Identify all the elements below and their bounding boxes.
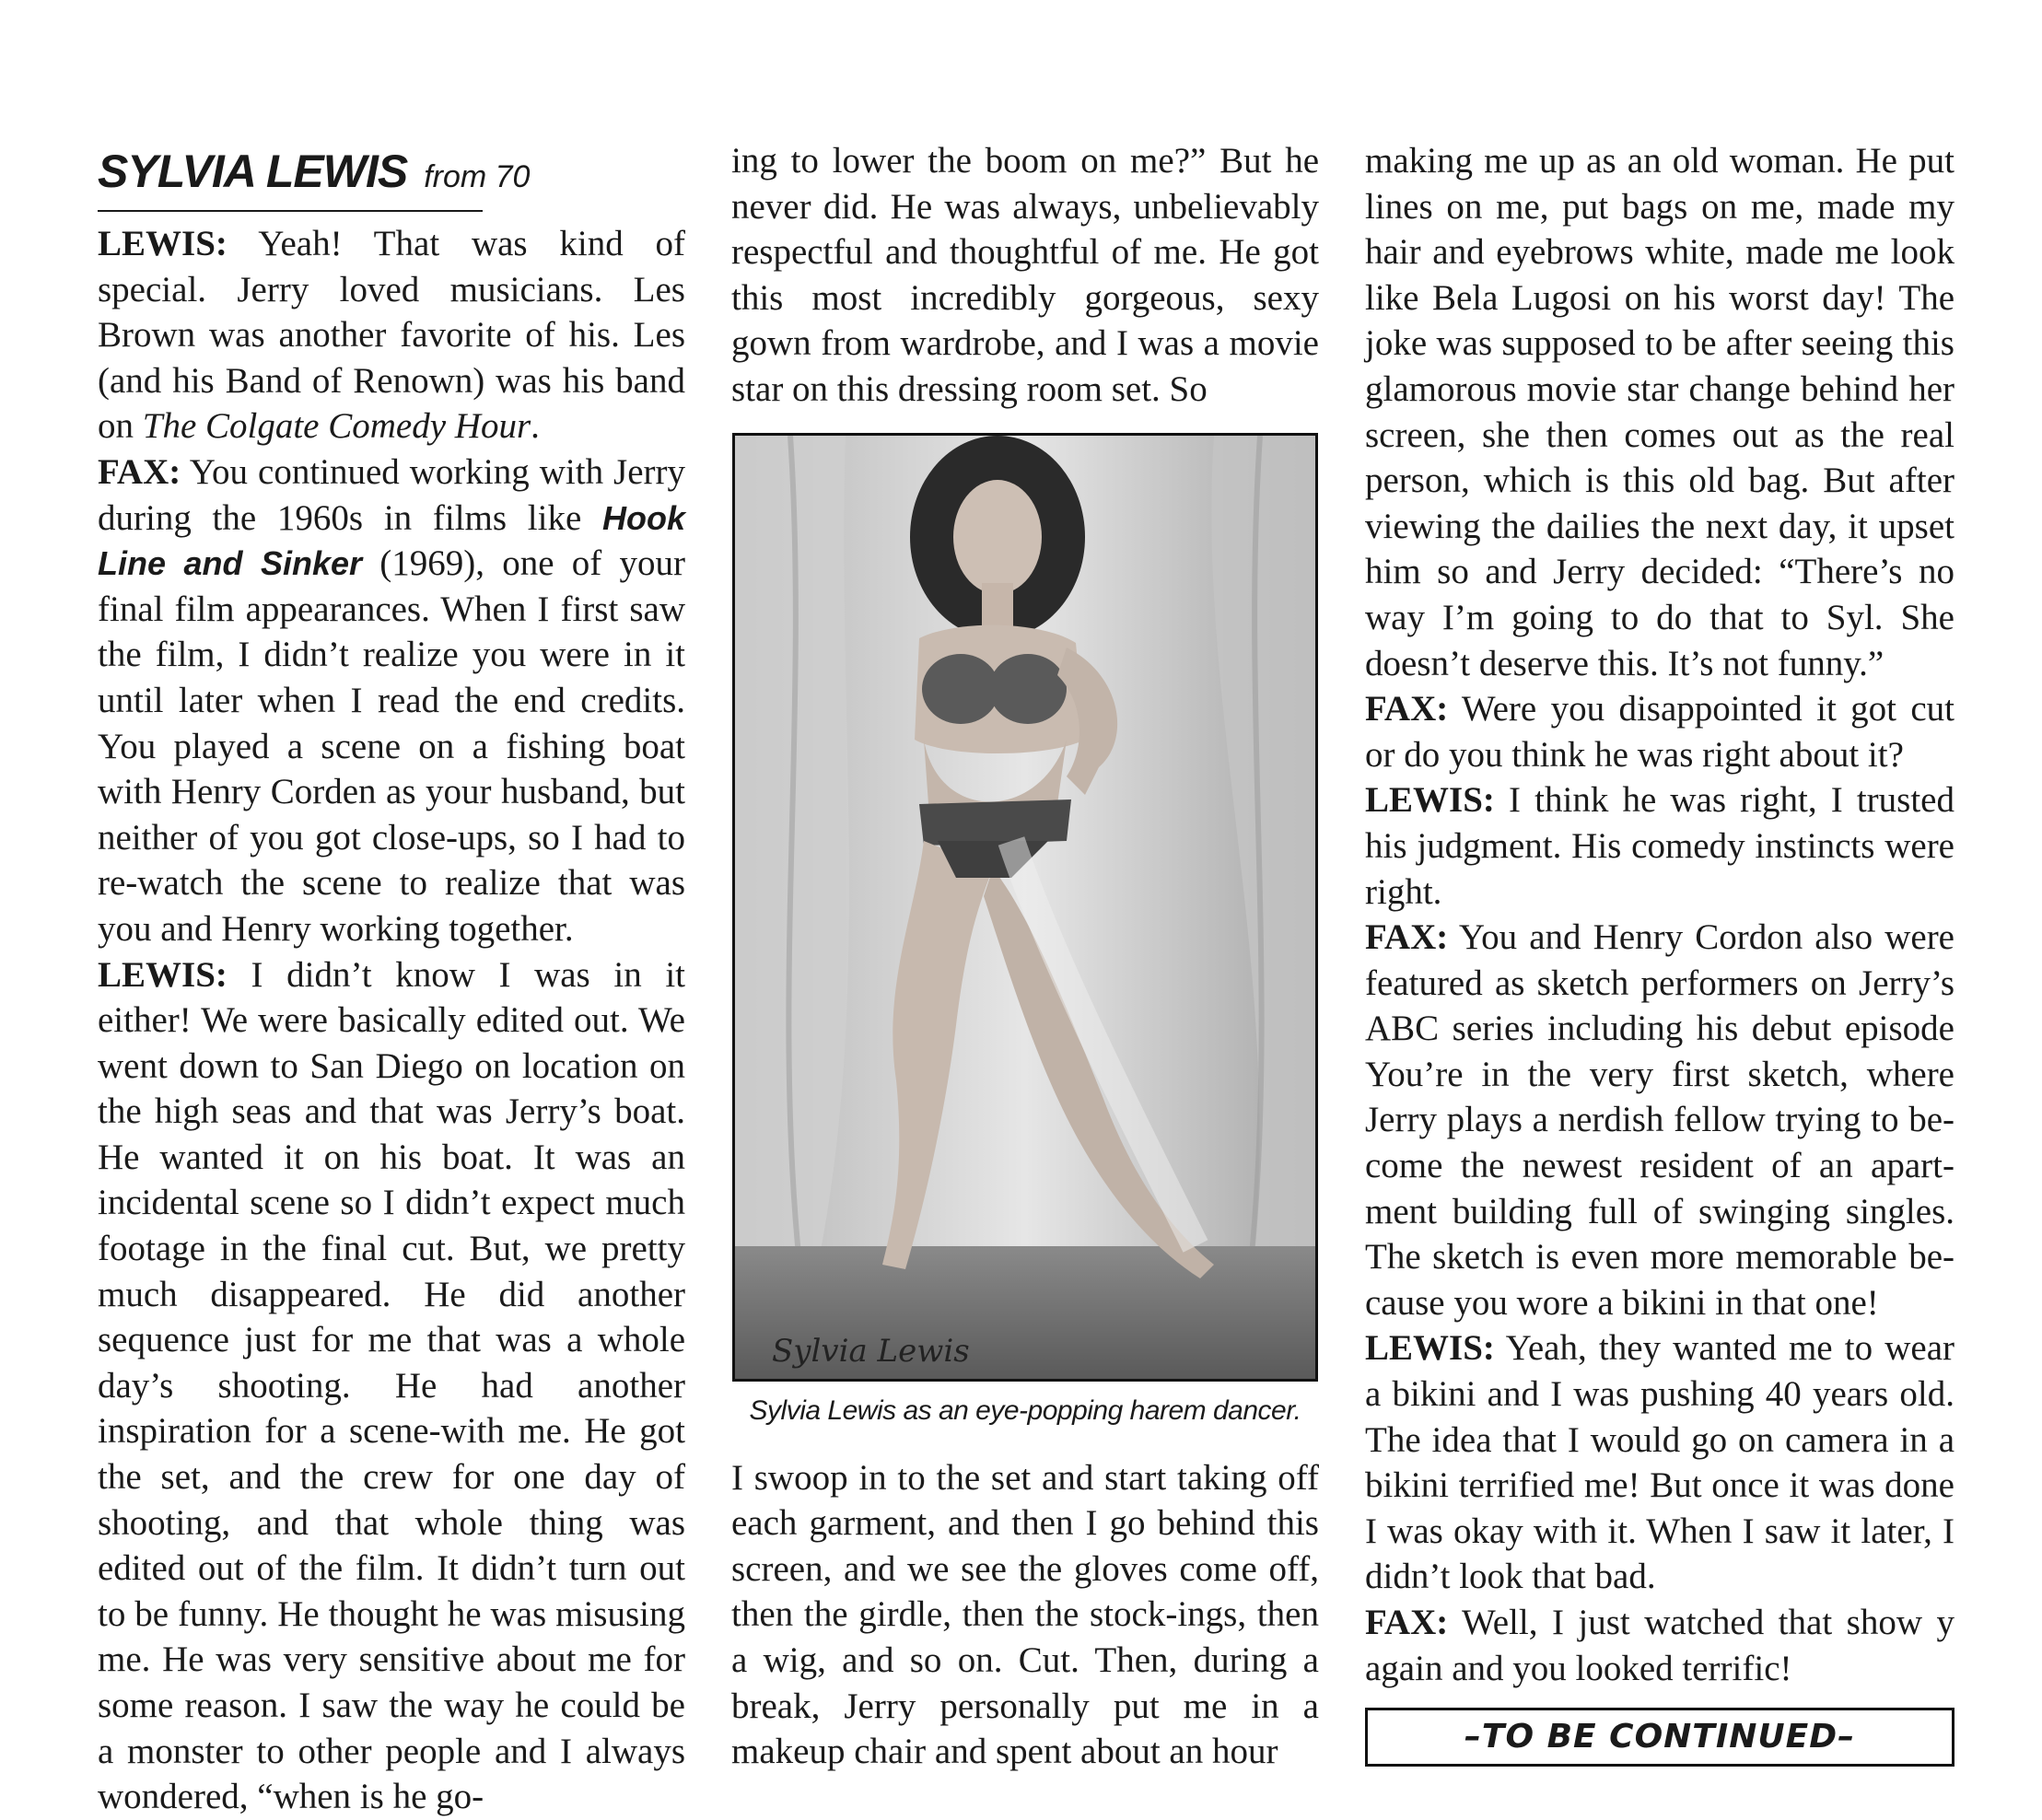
paragraph-text: Were you disappointed it got cut or do you think he was right about it? (1365, 689, 1954, 775)
film-title: Hook Line and Sinker (98, 498, 685, 583)
continued-from-label: from 70 (424, 159, 531, 194)
photo-illustration (735, 436, 1315, 1379)
column-1 (98, 138, 685, 1820)
paragraph (98, 449, 685, 952)
column-2 (731, 138, 1319, 1775)
paragraph (1365, 1600, 1954, 1691)
paragraph-tail: (1969), one of your final film appearances. When I first saw the film, I didn’t realize you were in it until later when I read the end credits. You played a scene on a fishing boat with Henry Corden as your husband, but neither of you got close-ups, so I had to re-watch the scene to realize that was you and Henry working together. (98, 543, 685, 949)
paragraph (1365, 686, 1954, 777)
paragraph-text: Well, I just watched that show y again and you looked terrific! (1365, 1603, 1954, 1688)
show-title: The Colgate Comedy Hour (142, 406, 531, 447)
speaker-label: LEWIS: (98, 954, 228, 995)
paragraph-text: You and Henry Cordon also were featured as sketch performers on Jerry’s ABC series including his debut episode You’re in the very first sketch, where Jerry plays a nerdish fellow trying to become the newest resident of an apartment building full of swinging singles. The sketch is even more memorable because you wore a bikini in that one! (1365, 917, 1954, 1323)
harem-dancer-photo (732, 433, 1318, 1382)
header-rule (98, 210, 483, 212)
speaker-label: LEWIS: (1365, 780, 1495, 821)
speaker-label: FAX: (1365, 1603, 1449, 1642)
speaker-label: FAX: (98, 451, 181, 492)
paragraph-tail: . (531, 406, 540, 447)
column-3 (1365, 138, 1954, 1767)
speaker-label: FAX: (1365, 917, 1449, 958)
paragraph (1365, 777, 1954, 915)
paragraph-text: Yeah! That was kind of special. Jerry loved musicians. Les Brown was another favorite of his. Les (and his Band of Renown) was his band on (98, 224, 685, 447)
speaker-label: LEWIS: (98, 224, 228, 263)
paragraph (1365, 138, 1954, 686)
article-title: SYLVIA LEWIS (98, 146, 408, 197)
article-header (98, 138, 685, 204)
speaker-label: FAX: (1365, 689, 1449, 729)
paragraph-text: You continued working with Jerry during the 1960s in films like (98, 451, 685, 538)
paragraph-text: Yeah, they wanted me to wear a bikini and I was pushing 40 years old. The idea that I would go on camera in a bikini terrified me! But once it was done I was okay with it. When I saw it later, I didn’t look that bad. (1365, 1328, 1954, 1597)
paragraph (1365, 1325, 1954, 1600)
paragraph (98, 221, 685, 449)
paragraph (98, 952, 685, 1820)
speaker-label: LEWIS: (1365, 1328, 1495, 1369)
paragraph: ing to lower the boom on me?” But he never did. He was always, unbelievably respectful and thoughtful of me. He got this most incredibly gorgeous, sexy gown from wardrobe, and I was a movie star on this dressing room set. So (731, 141, 1319, 409)
paragraph-text: I think he was right, I trusted his judgment. His comedy instincts were right. (1365, 780, 1954, 912)
paragraph-text: making me up as an old woman. He put lines on me, put bags on me, made my hair and eyebrows white, made me look like Bela Lugosi on his worst day! The joke was supposed to be after seeing this glamorous movie star change behind her screen, she then comes out as the real person, which is this old bag. But after viewing the dailies the next day, it upset him so and Jerry decided: “There’s no way I’m going to do that to Syl. She doesn’t deserve this. It’s not funny.” (1365, 141, 1954, 683)
photo-signature: Sylvia Lewis (772, 1332, 970, 1370)
paragraph: I swoop in to the set and start taking off each garment, and then I go behind this screen, and we see the gloves come off, then the girdle, then the stock-ings, then a wig, and so on. Cut. Then, during a break, Jerry personally put me in a makeup chair and spent about an hour (731, 1457, 1319, 1772)
paragraph-text: I didn’t know I was in it either! We were basically edited out. We went down to San Diego on location on the high seas and that was Jerry’s boat. He wanted it on his boat. It was an incidental scene so I didn’t expect much footage in the final cut. But, we pretty much disappeared. He did another sequence just for me that was a whole day’s shooting. He had another inspiration for a scene-with me. He got the set, and the crew for one day of shooting, and that whole thing was edited out of the film. It didn’t turn out to be funny. He thought he was misusing me. He was very sensitive about me for some reason. I saw the way he could be a monster to other people and I always wondered, “when is he go- (98, 954, 685, 1817)
paragraph (1365, 915, 1954, 1325)
photo-caption: Sylvia Lewis as an eye-popping harem dancer. (749, 1394, 1301, 1426)
to-be-continued-banner: –TO BE CONTINUED– (1365, 1708, 1954, 1767)
